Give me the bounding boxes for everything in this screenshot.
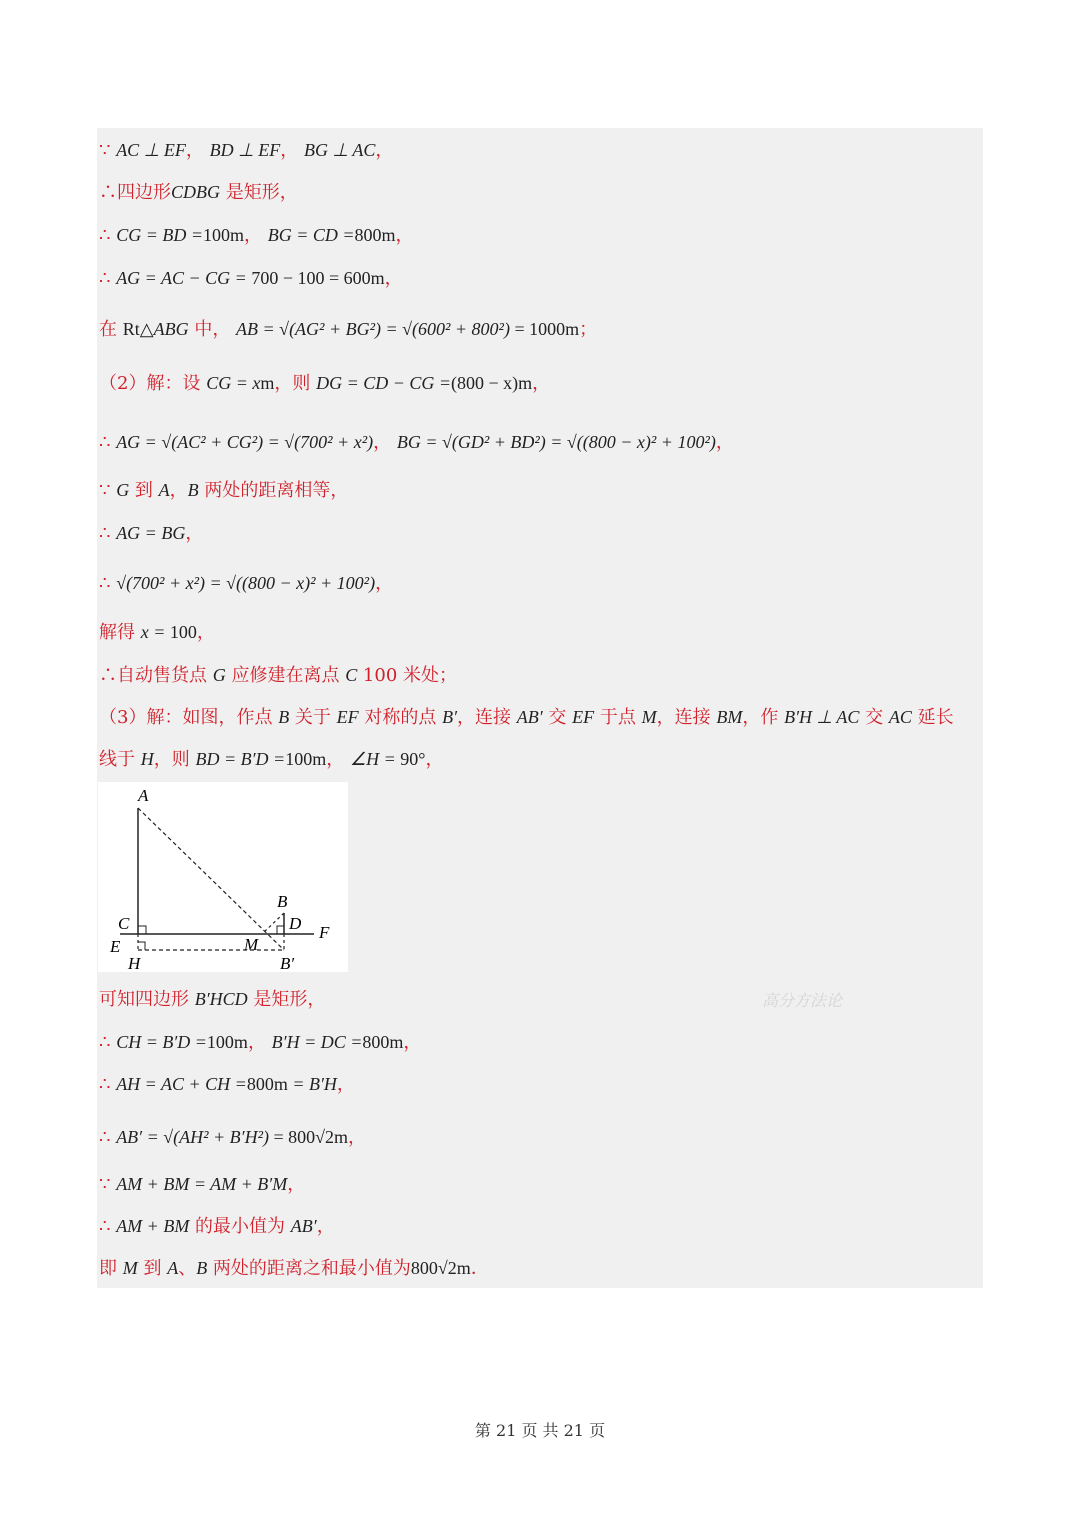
solution-line bbox=[99, 747, 443, 772]
text-run: B′HCD bbox=[194, 989, 248, 1009]
text-run: G bbox=[116, 480, 130, 500]
solution-line bbox=[99, 1125, 366, 1150]
text-run: 即 bbox=[99, 1258, 123, 1279]
text-run: ， bbox=[326, 749, 350, 770]
text-run: ∴ bbox=[99, 225, 117, 246]
text-run: ， bbox=[280, 140, 304, 161]
solution-line bbox=[99, 1256, 489, 1281]
text-run: 100 bbox=[165, 622, 197, 642]
text-run: ， bbox=[169, 480, 188, 501]
text-run: ，则 bbox=[153, 749, 196, 770]
text-run: B′H bbox=[308, 1074, 337, 1094]
text-run: ， bbox=[425, 749, 444, 770]
label-d: D bbox=[289, 914, 302, 933]
text-run: ， bbox=[375, 573, 394, 594]
text-run: ， bbox=[532, 373, 551, 394]
text-run: AG = AC − CG = bbox=[116, 268, 247, 288]
solution-line bbox=[99, 521, 203, 546]
text-run: (800 − x)m bbox=[451, 373, 533, 393]
text-run: AC bbox=[888, 707, 912, 727]
text-run: ∴ bbox=[99, 1032, 117, 1053]
text-run: CG = x bbox=[206, 373, 261, 393]
text-run: A bbox=[158, 480, 170, 500]
text-run: C bbox=[345, 665, 358, 685]
text-run: （3）解：如图，作点 bbox=[99, 707, 279, 728]
text-run: 到 bbox=[137, 1258, 168, 1279]
solution-line bbox=[99, 371, 550, 396]
text-run: AG = BG bbox=[116, 523, 186, 543]
solution-line bbox=[99, 138, 393, 163]
text-run: ， bbox=[247, 1032, 272, 1053]
text-run: ； bbox=[579, 319, 598, 340]
text-run: BD ⊥ EF bbox=[209, 140, 281, 160]
text-run: ， bbox=[384, 268, 403, 289]
text-run: 的最小值为 bbox=[189, 1216, 291, 1237]
solution-line bbox=[99, 1030, 421, 1055]
text-run: 700 − 100 = 600m bbox=[246, 268, 385, 288]
text-run: ， bbox=[715, 432, 734, 453]
text-run: 可知四边形 bbox=[99, 989, 195, 1010]
label-m: M bbox=[244, 935, 259, 954]
text-run: （2）解：设 bbox=[99, 373, 207, 394]
text-run: AB′ bbox=[516, 707, 543, 727]
text-run: 90° bbox=[395, 749, 426, 769]
right-angle-c bbox=[138, 926, 146, 934]
text-run: 交 bbox=[859, 707, 889, 728]
text-run: ， bbox=[373, 432, 397, 453]
text-run: ∴ bbox=[99, 1074, 117, 1095]
text-run: ． bbox=[470, 1258, 489, 1279]
text-run: AB = √(AG² + BG²) = √(600² + 800²) bbox=[236, 319, 510, 339]
text-run: ∵ bbox=[99, 1174, 117, 1195]
text-run: 到 bbox=[129, 480, 159, 501]
text-run: 800m bbox=[354, 225, 396, 245]
solution-line bbox=[99, 1172, 305, 1197]
page-footer: 第 21 页 共 21 页 bbox=[474, 1421, 606, 1440]
text-run: 是矩形， bbox=[220, 182, 298, 203]
text-run: G bbox=[212, 665, 226, 685]
text-run: AH = AC + CH = bbox=[116, 1074, 247, 1094]
text-run: ∴四边形 bbox=[99, 182, 171, 203]
right-angle-d bbox=[277, 926, 284, 934]
text-run: ， bbox=[196, 622, 215, 643]
watermark: 高分方法论 bbox=[762, 991, 843, 1010]
label-f: F bbox=[319, 923, 330, 942]
segment-ab-prime bbox=[138, 808, 284, 950]
text-run: ，则 bbox=[274, 373, 317, 394]
text-run: 100 米处； bbox=[357, 665, 458, 686]
text-run: ， bbox=[375, 140, 394, 161]
text-run: 两处的距离之和最小值为 bbox=[207, 1258, 411, 1279]
text-run: ， bbox=[395, 225, 414, 246]
text-run: ∴ bbox=[99, 268, 117, 289]
solution-line bbox=[99, 1072, 355, 1097]
text-run: EF bbox=[336, 707, 359, 727]
geometry-figure bbox=[98, 782, 348, 972]
text-run: CDBG bbox=[171, 182, 220, 202]
text-run: 800√2m bbox=[410, 1258, 471, 1278]
text-run: M bbox=[122, 1258, 138, 1278]
text-run: ， bbox=[403, 1032, 422, 1053]
text-run: BG = CD = bbox=[267, 225, 355, 245]
text-run: ∠H = bbox=[349, 749, 396, 769]
text-run: H bbox=[140, 749, 154, 769]
segment-bm bbox=[262, 913, 284, 934]
text-run: ∴ bbox=[99, 1127, 117, 1148]
text-run: 交 bbox=[542, 707, 573, 728]
text-run: 解得 bbox=[99, 622, 141, 643]
text-run: ， bbox=[244, 225, 268, 246]
text-run: AB′ bbox=[290, 1216, 317, 1236]
text-run: 、 bbox=[178, 1258, 197, 1279]
text-run: ABG bbox=[153, 319, 189, 339]
label-c: C bbox=[118, 914, 130, 933]
text-run: = bbox=[287, 1074, 309, 1094]
text-run: ， bbox=[316, 1216, 335, 1237]
text-run: m bbox=[260, 373, 275, 393]
text-run: AM + BM = AM + B′M bbox=[116, 1174, 288, 1194]
text-run: = 800√2m bbox=[269, 1127, 349, 1147]
solution-line bbox=[99, 317, 597, 342]
text-run: 对称的点 bbox=[358, 707, 443, 728]
text-run: 关于 bbox=[289, 707, 337, 728]
text-run: ， bbox=[287, 1174, 306, 1195]
text-run: ，连接 bbox=[656, 707, 717, 728]
text-run: B bbox=[196, 1258, 208, 1278]
text-run: ， bbox=[185, 523, 204, 544]
text-run: CG = BD = bbox=[116, 225, 203, 245]
text-run: 延长 bbox=[911, 707, 954, 728]
solution-line bbox=[99, 571, 393, 596]
text-run: BM bbox=[716, 707, 743, 727]
text-run: ∴ bbox=[99, 1216, 117, 1237]
solution-line bbox=[99, 180, 298, 205]
text-run: ， bbox=[348, 1127, 367, 1148]
text-run: 100m bbox=[206, 1032, 248, 1052]
text-run: ，作 bbox=[742, 707, 785, 728]
text-run: 是矩形， bbox=[247, 989, 326, 1010]
solution-line bbox=[99, 987, 325, 1012]
text-run: ，连接 bbox=[457, 707, 517, 728]
text-run: BG ⊥ AC bbox=[304, 140, 376, 160]
solution-line bbox=[99, 663, 457, 688]
right-angle-h bbox=[138, 942, 145, 950]
text-run: B′H ⊥ AC bbox=[784, 707, 860, 727]
text-run: ， bbox=[336, 1074, 355, 1095]
text-run: ∴ bbox=[99, 432, 117, 453]
text-run: x = bbox=[140, 622, 166, 642]
solution-line bbox=[99, 1214, 335, 1239]
text-run: AG = √(AC² + CG²) = √(700² + x²) bbox=[116, 432, 374, 452]
text-run: 100m bbox=[202, 225, 244, 245]
text-run: M bbox=[641, 707, 657, 727]
text-run: CH = B′D = bbox=[116, 1032, 207, 1052]
label-b-prime: B′ bbox=[280, 954, 295, 972]
text-run: 于点 bbox=[594, 707, 642, 728]
text-run: ∴自动售货点 bbox=[99, 665, 213, 686]
text-run: B bbox=[187, 480, 199, 500]
text-run: B′ bbox=[442, 707, 458, 727]
text-run: AM + BM bbox=[116, 1216, 190, 1236]
text-run: BD = B′D = bbox=[195, 749, 286, 769]
text-run: ， bbox=[185, 140, 210, 161]
text-run: √(700² + x²) = √((800 − x)² + 100²) bbox=[116, 573, 376, 593]
text-run: 两处的距离相等， bbox=[198, 480, 349, 501]
solution-line bbox=[99, 705, 954, 730]
solution-line bbox=[99, 223, 414, 248]
label-h: H bbox=[128, 954, 141, 972]
solution-line bbox=[99, 620, 215, 645]
text-run: ∴ bbox=[99, 573, 117, 594]
label-a: A bbox=[138, 786, 149, 805]
text-run: ∵ bbox=[99, 480, 117, 501]
text-run: B′H = DC = bbox=[271, 1032, 363, 1052]
text-run: 100m bbox=[285, 749, 327, 769]
label-b: B bbox=[277, 892, 288, 911]
solution-line bbox=[99, 266, 403, 291]
text-run: AC ⊥ EF bbox=[116, 140, 186, 160]
text-run: 800m bbox=[362, 1032, 404, 1052]
text-run: = 1000m bbox=[509, 319, 580, 339]
text-run: ∴ bbox=[99, 523, 117, 544]
text-run: 在 bbox=[99, 319, 123, 340]
text-run: BG = √(GD² + BD²) = √((800 − x)² + 100²) bbox=[396, 432, 716, 452]
geometry-diagram bbox=[98, 782, 348, 972]
text-run: 应修建在离点 bbox=[225, 665, 346, 686]
text-run: EF bbox=[572, 707, 595, 727]
text-run: AB′ = √(AH² + B′H²) bbox=[116, 1127, 269, 1147]
text-run: 线于 bbox=[99, 749, 141, 770]
label-e: E bbox=[110, 937, 121, 956]
text-run: ∵ bbox=[99, 140, 117, 161]
solution-line bbox=[99, 478, 348, 503]
text-run: 中， bbox=[188, 319, 237, 340]
text-run: 800m bbox=[246, 1074, 288, 1094]
text-run: B bbox=[278, 707, 290, 727]
text-run: Rt△ bbox=[122, 319, 154, 339]
text-run: A bbox=[167, 1258, 179, 1278]
text-run: DG = CD − CG = bbox=[316, 373, 452, 393]
solution-line bbox=[99, 430, 734, 455]
